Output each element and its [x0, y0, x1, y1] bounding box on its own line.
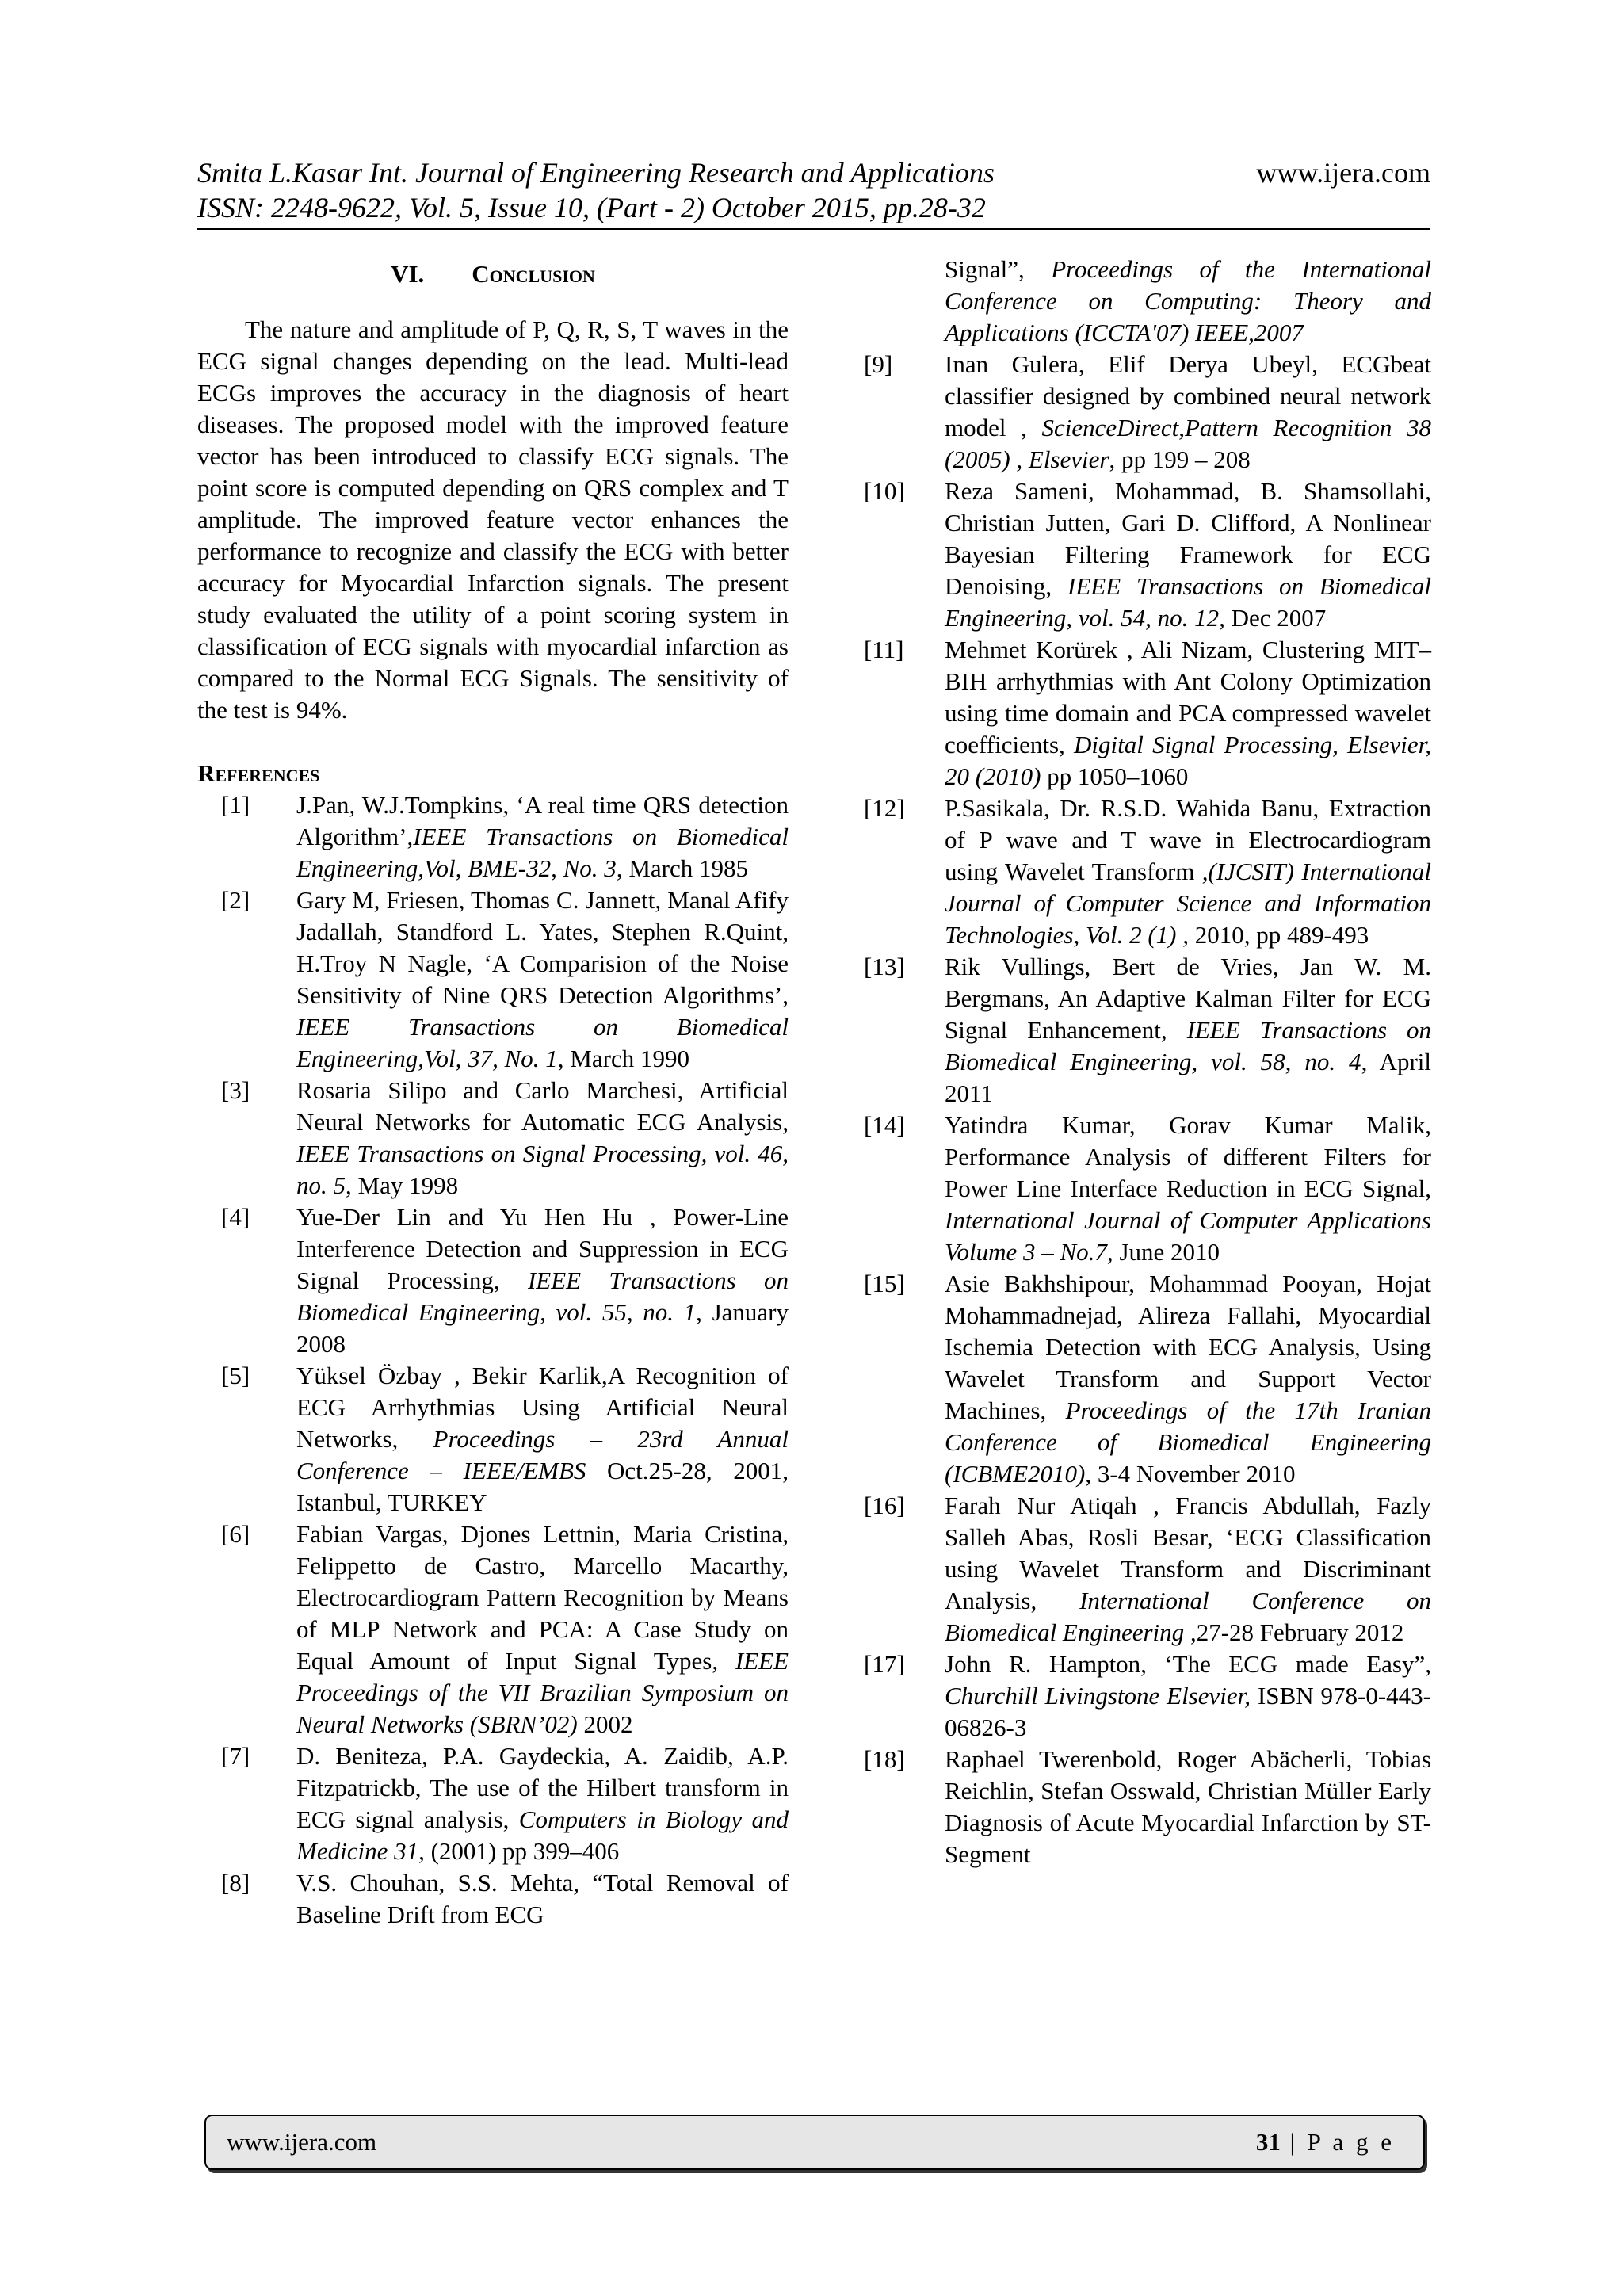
reference-item — [864, 1110, 1431, 1268]
reference-text — [945, 349, 1431, 476]
reference-venue: Proceedings – 23rd Annual Conference – IEEE/EMBS — [296, 1425, 789, 1484]
reference-venue: IEEE Proceedings of the VII Brazilian Symposium on Neural Networks (SBRN’02) — [296, 1647, 789, 1738]
reference-authors-title: Raphael Twerenbold, Roger Abächerli, Tobias Reichlin, Stefan Osswald, Christian Müller Early Diagnosis of Acute Myocardial Infarction by ST-Segment — [945, 1745, 1431, 1868]
reference-number: [18] — [864, 1745, 905, 1773]
reference-authors-title: Farah Nur Atiqah , Francis Abdullah, Fazly Salleh Abas, Rosli Besar, ‘ECG Classification using Wavelet Transform and Discriminant Analysis, — [945, 1492, 1431, 1614]
reference-authors-title: Reza Sameni, Mohammad, B. Shamsollahi, Christian Jutten, Gari D. Clifford, A Nonlinear Bayesian Filtering Framework for ECG Denoising, — [945, 477, 1431, 600]
reference-authors-title: Mehmet Korürek , Ali Nizam, Clustering MIT–BIH arrhythmias with Ant Colony Optimization using time domain and PCA compressed wavelet coefficients, — [945, 636, 1431, 758]
reference-item — [864, 951, 1431, 1110]
reference-text — [945, 1648, 1431, 1744]
reference-venue: Digital Signal Processing, Elsevier, 20 (2010) — [945, 731, 1431, 790]
footer-page-number — [1256, 2128, 1395, 2157]
reference-venue: International Conference on Biomedical Engineering — [945, 1587, 1432, 1646]
reference-details: pp 1050–1060 — [1041, 762, 1189, 790]
reference-text — [296, 1740, 789, 1867]
reference-venue: Computers in Biology and Medicine 31, — [296, 1805, 789, 1865]
reference-venue: Proceedings of the International Conference on Computing: Theory and Applications (ICCTA'07) IEEE,2007 — [945, 255, 1431, 346]
reference-number: [8] — [221, 1869, 250, 1897]
reference-details: 2010, pp 489-493 — [1188, 921, 1369, 949]
reference-venue: IEEE Transactions on Biomedical Engineering,Vol, 37, No. 1 — [296, 1013, 789, 1072]
reference-details: ,27-28 February 2012 — [1184, 1618, 1404, 1646]
reference-item — [197, 1360, 789, 1519]
reference-text — [945, 1268, 1431, 1490]
reference-item — [864, 634, 1431, 793]
reference-details: , 3-4 November 2010 — [1085, 1460, 1296, 1488]
references-list-right — [864, 254, 1431, 1870]
left-column — [197, 254, 789, 1931]
header-website[interactable]: www.ijera.com — [1256, 157, 1430, 189]
conclusion-paragraph: The nature and amplitude of P, Q, R, S, T waves in the ECG signal changes depending on the lead. Multi-lead ECGs improves the accuracy in the diagnosis of heart diseases. The proposed model with the improved feature vector has been introduced to classify ECG signals. The point score is computed depending on QRS complex and T amplitude. The improved feature vector enhances the performance to recognize and classify the ECG with better accuracy for Myocardial Infarction signals. The present study evaluated the utility of a point scoring system in classification of ECG signals with myocardial infarction as compared to the Normal ECG Signals. The sensitivity of the test is 94%. — [197, 315, 789, 724]
reference-item — [864, 1744, 1431, 1870]
reference-details: , January 2008 — [296, 1298, 789, 1358]
reference-text — [296, 789, 789, 884]
reference-details: (2001) pp 399–406 — [424, 1837, 620, 1865]
reference-authors-title: P.Sasikala, Dr. R.S.D. Wahida Banu, Extraction of P wave and T wave in Electrocardiogram using Wavelet Transform — [945, 794, 1431, 885]
reference-venue: IEEE Transactions on Biomedical Engineering, vol. 55, no. 1 — [296, 1266, 789, 1326]
right-column — [864, 254, 1431, 1870]
reference-venue: IEEE Transactions on Signal Processing, vol. 46, no. 5 — [296, 1140, 789, 1199]
reference-text — [296, 884, 789, 1075]
reference-details: Oct.25-28, 2001, Istanbul, TURKEY — [296, 1457, 789, 1516]
reference-venue: International Journal of Computer Applications Volume 3 – No.7, — [945, 1206, 1431, 1266]
reference-details: , March 1990 — [557, 1045, 689, 1072]
reference-item — [864, 793, 1431, 951]
page-footer — [204, 2115, 1425, 2170]
reference-number: [3] — [221, 1076, 250, 1104]
reference-text — [296, 1201, 789, 1360]
reference-number: [2] — [221, 886, 250, 914]
section-heading — [197, 258, 789, 290]
reference-number: [9] — [864, 350, 893, 378]
reference-details: , March 1985 — [616, 854, 748, 882]
reference-number: [4] — [221, 1203, 250, 1231]
reference-venue: IEEE Transactions on Biomedical Engineering, vol. 54, no. 12, — [945, 572, 1431, 632]
reference-text — [945, 1744, 1431, 1870]
reference-number: [6] — [221, 1520, 250, 1548]
page-label: | P a g e — [1280, 2128, 1395, 2156]
reference-item — [197, 1519, 789, 1740]
reference-item — [197, 884, 789, 1075]
reference-authors-title: V.S. Chouhan, S.S. Mehta, “Total Removal of Baseline Drift from ECG — [296, 1869, 789, 1928]
reference-authors-title: Asie Bakhshipour, Mohammad Pooyan, Hojat Mohammadnejad, Alireza Fallahi, Myocardial Ischemia Detection with ECG Analysis, Using Wavelet Transform and Support Vector Machines, — [945, 1270, 1431, 1424]
reference-details: Dec 2007 — [1224, 604, 1327, 632]
reference-number: [1] — [221, 791, 250, 819]
reference-text — [945, 476, 1431, 634]
reference-text — [296, 1360, 789, 1519]
reference-authors-title: Inan Gulera, Elif Derya Ubeyl, ECGbeat classifier designed by combined neural network model , — [945, 350, 1431, 441]
reference-authors-title: J.Pan, W.J.Tompkins, ‘A real time QRS detection Algorithm’, — [296, 791, 789, 850]
reference-item — [197, 1740, 789, 1867]
reference-item — [197, 1201, 789, 1360]
reference-details: June 2010 — [1113, 1238, 1220, 1266]
reference-details: , May 1998 — [346, 1171, 459, 1199]
reference-number: [13] — [864, 953, 905, 980]
reference-item — [864, 254, 1431, 349]
reference-number: [17] — [864, 1650, 905, 1678]
reference-text — [945, 793, 1431, 951]
reference-item — [864, 1268, 1431, 1490]
reference-text — [945, 1490, 1431, 1648]
reference-authors-title: Gary M, Friesen, Thomas C. Jannett, Manal Afify Jadallah, Standford L. Yates, Stephen R.Quint, H.Troy N Nagle, ‘A Comparision of the Noise Sensitivity of Nine QRS Detection Algorithms’, — [296, 886, 789, 1009]
reference-item — [197, 1867, 789, 1931]
reference-venue: Churchill Livingstone Elsevier, — [945, 1682, 1251, 1710]
reference-text — [945, 951, 1431, 1110]
reference-text — [296, 1867, 789, 1931]
reference-details: , pp 199 – 208 — [1109, 445, 1251, 473]
reference-number: [11] — [864, 636, 904, 663]
reference-number: [16] — [864, 1492, 905, 1519]
reference-text — [945, 634, 1431, 793]
section-title: Conclusion — [472, 260, 595, 288]
reference-details: ISBN 978-0-443-06826-3 — [945, 1682, 1431, 1741]
reference-item — [864, 1490, 1431, 1648]
running-header — [197, 155, 1430, 225]
page-number: 31 — [1255, 2128, 1281, 2156]
reference-venue: Proceedings of the 17th Iranian Conference of Biomedical Engineering (ICBME2010) — [945, 1396, 1431, 1488]
footer-website[interactable]: www.ijera.com — [227, 2128, 377, 2156]
reference-authors-title: D. Beniteza, P.A. Gaydeckia, A. Zaidib, A.P. Fitzpatrickb, The use of the Hilbert transform in ECG signal analysis, — [296, 1742, 789, 1833]
reference-number: [15] — [864, 1270, 905, 1297]
reference-authors-title: John R. Hampton, ‘The ECG made Easy”, — [945, 1650, 1431, 1678]
reference-number: [5] — [221, 1362, 250, 1389]
reference-details: 2002 — [577, 1710, 633, 1738]
reference-authors-title: Fabian Vargas, Djones Lettnin, Maria Cristina, Felippetto de Castro, Marcello Macarthy, Electrocardiogram Pattern Recognition by Means of MLP Network and PCA: A Case Study on Equal Amount of Input Signal Types, — [296, 1520, 789, 1675]
reference-authors-title: Rik Vullings, Bert de Vries, Jan W. M. Bergmans, An Adaptive Kalman Filter for ECG Signal Enhancement, — [945, 953, 1431, 1044]
reference-authors-title: Yüksel Özbay , Bekir Karlik,A Recognition of ECG Arrhythmias Using Artificial Neural Networks, — [296, 1362, 789, 1453]
reference-venue: IEEE Transactions on Biomedical Engineering,Vol, BME-32, No. 3 — [296, 823, 789, 882]
reference-number: [10] — [864, 477, 905, 505]
reference-number: [12] — [864, 794, 905, 822]
reference-venue: IEEE Transactions on Biomedical Engineering, vol. 58, no. 4 — [945, 1016, 1431, 1075]
reference-details: , April 2011 — [945, 1048, 1431, 1107]
reference-authors-title: Signal”, — [945, 255, 1052, 283]
reference-item — [197, 1075, 789, 1201]
reference-text — [296, 1075, 789, 1201]
header-issn-line: ISSN: 2248-9622, Vol. 5, Issue 10, (Part - 2) October 2015, pp.28-32 — [197, 192, 986, 223]
reference-text — [945, 254, 1431, 349]
reference-venue: ,(IJCSIT) International Journal of Computer Science and Information Technologies, Vol. 2 (1) , — [945, 858, 1431, 949]
reference-item — [864, 1648, 1431, 1744]
reference-item — [864, 476, 1431, 634]
reference-number: [14] — [864, 1111, 905, 1139]
reference-authors-title: Yue-Der Lin and Yu Hen Hu , Power-Line Interference Detection and Suppression in ECG Signal Processing, — [296, 1203, 789, 1294]
header-journal-line: Smita L.Kasar Int. Journal of Engineering Research and Applications — [197, 157, 995, 189]
reference-text — [296, 1519, 789, 1740]
reference-authors-title: Rosaria Silipo and Carlo Marchesi, Artificial Neural Networks for Automatic ECG Analysis, — [296, 1076, 789, 1136]
reference-item — [864, 349, 1431, 476]
reference-text — [945, 1110, 1431, 1268]
reference-authors-title: Yatindra Kumar, Gorav Kumar Malik, Performance Analysis of different Filters for Power Line Interface Reduction in ECG Signal, — [945, 1111, 1431, 1202]
section-number: VI. — [391, 260, 425, 288]
reference-number: [7] — [221, 1742, 250, 1770]
references-heading: References — [197, 759, 320, 787]
reference-item — [197, 789, 789, 884]
reference-venue: ScienceDirect,Pattern Recognition 38 (2005) , Elsevier — [945, 414, 1431, 473]
header-rule — [197, 228, 1430, 230]
references-list-left — [197, 789, 789, 1931]
